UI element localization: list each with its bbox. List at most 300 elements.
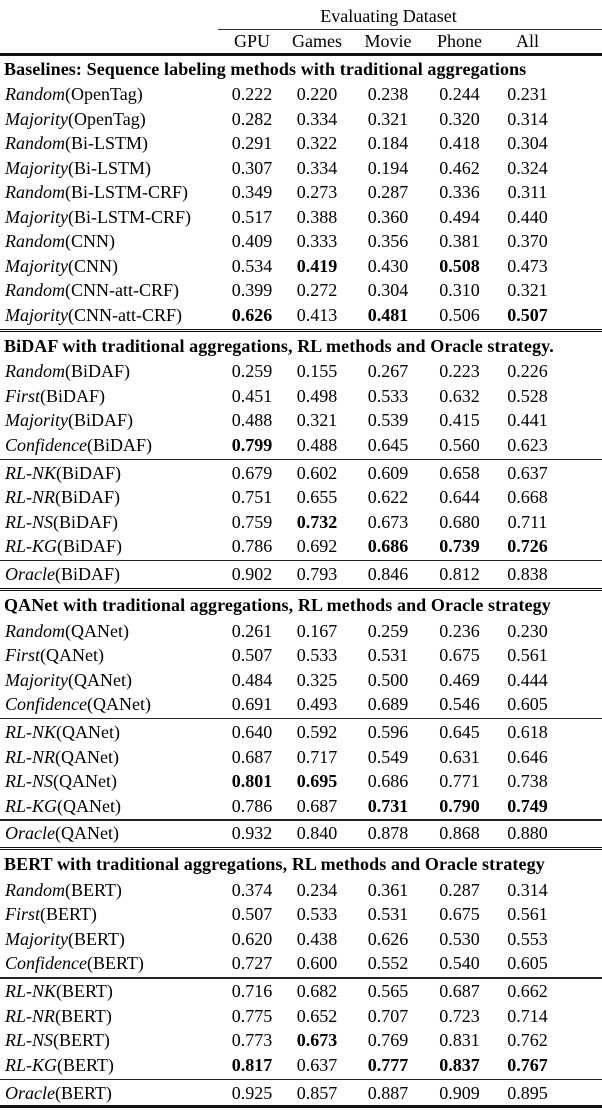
model-name: (OpenTag) [65, 84, 143, 105]
value-cell: 0.560 [439, 434, 480, 455]
value-cell: 0.727 [231, 953, 273, 974]
model-name: (QANet) [56, 722, 120, 742]
table-row [0, 132, 602, 157]
value-cell: 0.360 [367, 206, 409, 227]
strategy-name: Random [5, 620, 65, 641]
table-row [0, 230, 602, 255]
method-label [0, 1083, 222, 1104]
value-cell: 0.473 [507, 255, 548, 276]
table-row [0, 107, 602, 132]
value-cell: 0.220 [296, 84, 338, 105]
value-cell: 0.605 [507, 694, 548, 715]
value-cell: 0.692 [296, 536, 338, 557]
strategy-name: Random [5, 133, 65, 154]
model-name: (BERT) [86, 953, 144, 974]
table-row [0, 303, 602, 328]
value-cell: 0.769 [367, 1030, 409, 1051]
value-cell: 0.645 [367, 434, 409, 455]
strategy-name: Random [5, 280, 65, 301]
value-cell: 0.561 [507, 645, 548, 666]
value-cell: 0.645 [439, 722, 480, 742]
table-row [0, 433, 602, 458]
strategy-name: Majority [5, 108, 68, 129]
value-cell: 0.261 [231, 620, 273, 641]
value-cell: 0.226 [507, 361, 548, 382]
model-name: (QANet) [55, 746, 119, 767]
table-row [0, 1004, 602, 1029]
value-cell: 0.469 [439, 669, 480, 690]
table-row [0, 878, 602, 903]
value-cell: 0.602 [296, 462, 338, 483]
model-name: (QANet) [40, 645, 104, 666]
model-name: (BiDAF) [86, 434, 152, 455]
table-row [0, 794, 602, 819]
value-cell: 0.777 [367, 1054, 409, 1075]
value-cell: 0.488 [231, 410, 273, 431]
model-name: (Bi-LSTM-CRF) [68, 206, 192, 227]
group-separator-rule [0, 718, 602, 719]
value-cell: 0.646 [507, 746, 548, 767]
method-label [0, 463, 222, 484]
strategy-name: RL-NS [5, 1030, 54, 1051]
value-cell: 0.695 [296, 771, 338, 791]
value-cell: 0.540 [439, 953, 480, 974]
value-cell: 0.623 [507, 434, 548, 455]
value-cell: 0.592 [296, 722, 338, 742]
value-cell: 0.609 [367, 462, 409, 483]
strategy-name: Majority [5, 206, 68, 227]
value-cell: 0.381 [439, 231, 480, 252]
strategy-name: Confidence [5, 953, 87, 974]
method-label [0, 823, 222, 844]
value-cell: 0.321 [296, 410, 338, 431]
value-cell: 0.194 [367, 157, 409, 178]
group-separator-rule [0, 1079, 602, 1080]
value-cell: 0.507 [507, 304, 548, 325]
value-cell: 0.552 [367, 953, 409, 974]
section-title: Baselines: Sequence labeling methods with traditional aggregations [4, 58, 527, 79]
strategy-name: Random [5, 182, 65, 203]
strategy-name: Majority [5, 928, 68, 949]
value-cell: 0.749 [507, 795, 548, 816]
value-cell: 0.507 [231, 904, 273, 925]
bottom-rule [0, 1105, 602, 1107]
model-name: (BiDAF) [54, 564, 120, 585]
value-cell: 0.259 [231, 361, 273, 382]
value-cell: 0.640 [231, 722, 273, 742]
value-cell: 0.314 [507, 108, 548, 129]
method-label [0, 435, 222, 456]
value-cell: 0.799 [231, 434, 273, 455]
table-row [0, 745, 602, 770]
table-row [0, 769, 602, 794]
value-cell: 0.409 [231, 231, 273, 252]
value-cell: 0.801 [231, 771, 273, 791]
model-name: (QANet) [57, 795, 121, 816]
value-cell: 0.738 [507, 771, 548, 791]
value-cell: 0.234 [296, 879, 338, 900]
model-name: (Bi-LSTM) [68, 157, 151, 178]
value-cell: 0.307 [231, 157, 273, 178]
method-label [0, 953, 222, 974]
table-row [0, 980, 602, 1005]
value-cell: 0.311 [507, 182, 548, 203]
value-cell: 0.324 [507, 157, 548, 178]
strategy-name: Random [5, 879, 65, 900]
value-cell: 0.637 [507, 462, 548, 483]
value-cell: 0.533 [367, 385, 409, 406]
model-name: (BERT) [65, 879, 122, 900]
value-cell: 0.287 [367, 182, 409, 203]
value-cell: 0.817 [231, 1054, 273, 1075]
table-row [0, 360, 602, 385]
value-cell: 0.687 [231, 746, 273, 767]
value-cell: 0.786 [231, 536, 273, 557]
table-row [0, 181, 602, 206]
strategy-name: RL-NR [5, 1005, 56, 1026]
value-cell: 0.838 [507, 564, 548, 585]
value-cell: 0.790 [439, 795, 480, 816]
strategy-name: First [5, 904, 41, 925]
method-label [0, 386, 222, 407]
table-row [0, 720, 602, 745]
table-row [0, 1053, 602, 1078]
value-cell: 0.902 [231, 564, 273, 585]
method-label [0, 981, 222, 1002]
strategy-name: Oracle [5, 823, 55, 844]
method-label [0, 256, 222, 277]
strategy-name: RL-NR [5, 746, 56, 767]
value-cell: 0.759 [231, 511, 273, 532]
value-cell: 0.618 [507, 722, 548, 742]
strategy-name: Random [5, 84, 65, 105]
value-cell: 0.620 [231, 928, 273, 949]
value-cell: 0.714 [507, 1005, 548, 1026]
value-cell: 0.622 [367, 487, 409, 508]
strategy-name: Majority [5, 255, 68, 276]
method-label [0, 158, 222, 179]
value-cell: 0.418 [439, 133, 480, 154]
value-cell: 0.686 [367, 771, 409, 791]
value-cell: 0.314 [507, 879, 548, 900]
value-cell: 0.723 [439, 1005, 480, 1026]
value-cell: 0.868 [439, 823, 480, 844]
column-header-gpu: GPU [233, 31, 270, 52]
value-cell: 0.716 [231, 981, 273, 1002]
model-name: (CNN-att-CRF) [68, 304, 182, 325]
model-name: (BiDAF) [68, 410, 134, 431]
method-label [0, 410, 222, 431]
value-cell: 0.533 [296, 645, 338, 666]
value-cell: 0.687 [296, 795, 338, 816]
value-cell: 0.506 [439, 304, 480, 325]
strategy-name: RL-NK [5, 981, 57, 1002]
value-cell: 0.767 [507, 1054, 548, 1075]
method-label [0, 670, 222, 691]
model-name: (QANet) [54, 823, 119, 844]
value-cell: 0.440 [507, 206, 548, 227]
table-row [0, 692, 602, 717]
table-body [0, 56, 602, 1106]
method-label [0, 771, 222, 792]
model-name: (BERT) [56, 981, 113, 1002]
value-cell: 0.444 [507, 669, 548, 690]
value-cell: 0.531 [367, 904, 409, 925]
table-row [0, 822, 602, 847]
table-row [0, 156, 602, 181]
model-name: (QANet) [53, 771, 117, 791]
value-cell: 0.662 [507, 981, 548, 1002]
value-cell: 0.500 [367, 669, 409, 690]
table-row [0, 461, 602, 486]
section-title: BiDAF with traditional aggregations, RL methods and Oracle strategy. [4, 335, 554, 356]
table-row [0, 510, 602, 535]
value-cell: 0.812 [439, 564, 480, 585]
method-label [0, 621, 222, 642]
table-row [0, 409, 602, 434]
value-cell: 0.878 [367, 823, 409, 844]
strategy-name: Confidence [5, 434, 87, 455]
value-cell: 0.320 [439, 108, 480, 129]
value-cell: 0.679 [231, 462, 273, 483]
method-label [0, 722, 222, 743]
value-cell: 0.451 [231, 385, 273, 406]
model-name: (BERT) [53, 1030, 110, 1051]
value-cell: 0.374 [231, 879, 273, 900]
method-label [0, 487, 222, 508]
value-cell: 0.517 [231, 206, 273, 227]
model-name: (BiDAF) [56, 462, 122, 483]
value-cell: 0.675 [439, 645, 480, 666]
table-row [0, 205, 602, 230]
value-cell: 0.441 [507, 410, 548, 431]
value-cell: 0.600 [296, 953, 338, 974]
strategy-name: RL-NK [5, 462, 57, 483]
strategy-name: Majority [5, 157, 68, 178]
table-row [0, 254, 602, 279]
strategy-name: Random [5, 231, 65, 252]
model-name: (QANet) [68, 669, 132, 690]
value-cell: 0.484 [231, 669, 273, 690]
value-cell: 0.686 [367, 536, 409, 557]
strategy-name: RL-KG [5, 795, 58, 816]
value-cell: 0.549 [367, 746, 409, 767]
value-cell: 0.553 [507, 928, 548, 949]
model-name: (CNN) [68, 255, 118, 276]
value-cell: 0.361 [367, 879, 409, 900]
value-cell: 0.325 [296, 669, 338, 690]
method-label [0, 512, 222, 533]
value-cell: 0.626 [231, 304, 273, 325]
value-cell: 0.539 [367, 410, 409, 431]
model-name: (Bi-LSTM) [65, 133, 148, 154]
section-separator-rule [0, 588, 602, 591]
method-label [0, 796, 222, 817]
value-cell: 0.155 [296, 361, 338, 382]
model-name: (QANet) [65, 620, 129, 641]
section-title: BERT with traditional aggregations, RL methods and Oracle strategy [4, 854, 545, 875]
strategy-name: Oracle [5, 1082, 55, 1103]
value-cell: 0.356 [367, 231, 409, 252]
column-header-movie: Movie [364, 31, 412, 52]
method-label [0, 305, 222, 326]
section-title: QANet with traditional aggregations, RL methods and Oracle strategy [4, 594, 551, 615]
group-header-label: Evaluating Dataset [320, 6, 457, 26]
method-label [0, 564, 222, 585]
method-label [0, 280, 222, 301]
strategy-name: Random [5, 361, 65, 382]
group-separator-rule [0, 819, 602, 820]
column-header-games: Games [292, 31, 342, 52]
table-row [0, 619, 602, 644]
value-cell: 0.415 [439, 410, 480, 431]
value-cell: 0.840 [296, 823, 338, 844]
value-cell: 0.831 [439, 1030, 480, 1051]
value-cell: 0.887 [367, 1082, 409, 1103]
value-cell: 0.682 [296, 981, 338, 1002]
value-cell: 0.786 [231, 795, 273, 816]
value-cell: 0.349 [231, 182, 273, 203]
value-cell: 0.632 [439, 385, 480, 406]
value-cell: 0.238 [367, 84, 409, 105]
table-row [0, 643, 602, 668]
value-cell: 0.561 [507, 904, 548, 925]
value-cell: 0.287 [439, 879, 480, 900]
value-cell: 0.658 [439, 462, 480, 483]
value-cell: 0.334 [296, 157, 338, 178]
value-cell: 0.691 [231, 694, 273, 715]
value-cell: 0.793 [296, 564, 338, 585]
value-cell: 0.494 [439, 206, 480, 227]
model-name: (QANet) [86, 694, 151, 715]
value-cell: 0.726 [507, 536, 548, 557]
value-cell: 0.673 [367, 511, 409, 532]
method-label [0, 207, 222, 228]
value-cell: 0.675 [439, 904, 480, 925]
strategy-name: RL-KG [5, 536, 58, 557]
value-cell: 0.488 [296, 434, 338, 455]
value-cell: 0.773 [231, 1030, 273, 1051]
value-cell: 0.762 [507, 1030, 548, 1051]
value-cell: 0.231 [507, 84, 548, 105]
value-cell: 0.717 [296, 746, 338, 767]
value-cell: 0.631 [439, 746, 480, 767]
table-row [0, 927, 602, 952]
model-name: (BiDAF) [55, 487, 121, 508]
model-name: (CNN-att-CRF) [65, 280, 179, 301]
table-row [0, 485, 602, 510]
value-cell: 0.637 [296, 1054, 338, 1075]
method-label [0, 361, 222, 382]
method-label [0, 747, 222, 768]
strategy-name: RL-NS [5, 511, 54, 532]
method-label [0, 109, 222, 130]
method-label [0, 133, 222, 154]
value-cell: 0.507 [231, 645, 273, 666]
table-row [0, 668, 602, 693]
method-label [0, 645, 222, 666]
value-cell: 0.711 [507, 511, 548, 532]
group-separator-rule [0, 459, 602, 460]
value-cell: 0.336 [439, 182, 480, 203]
value-cell: 0.565 [367, 981, 409, 1002]
table-row [0, 1029, 602, 1054]
value-cell: 0.481 [367, 304, 409, 325]
model-name: (CNN) [65, 231, 115, 252]
model-name: (BiDAF) [40, 385, 106, 406]
strategy-name: First [5, 385, 41, 406]
method-label [0, 84, 222, 105]
value-cell: 0.399 [231, 280, 273, 301]
value-cell: 0.321 [367, 108, 409, 129]
value-cell: 0.771 [439, 771, 480, 791]
value-cell: 0.282 [231, 108, 273, 129]
value-cell: 0.644 [439, 487, 480, 508]
table-row [0, 952, 602, 977]
value-cell: 0.895 [507, 1082, 548, 1103]
method-label [0, 182, 222, 203]
value-cell: 0.370 [507, 231, 548, 252]
value-cell: 0.846 [367, 564, 409, 585]
value-cell: 0.689 [367, 694, 409, 715]
value-cell: 0.707 [367, 1005, 409, 1026]
strategy-name: Confidence [5, 694, 87, 715]
value-cell: 0.837 [439, 1054, 480, 1075]
value-cell: 0.668 [507, 487, 548, 508]
value-cell: 0.493 [296, 694, 338, 715]
value-cell: 0.531 [367, 645, 409, 666]
value-cell: 0.230 [507, 620, 548, 641]
column-header-row [0, 30, 602, 53]
value-cell: 0.259 [367, 620, 409, 641]
table-row [0, 903, 602, 928]
value-cell: 0.419 [296, 255, 338, 276]
strategy-name: RL-NR [5, 487, 56, 508]
value-cell: 0.244 [439, 84, 480, 105]
value-cell: 0.223 [439, 361, 480, 382]
section-separator-rule [0, 847, 602, 850]
table-row [0, 279, 602, 304]
value-cell: 0.687 [439, 981, 480, 1002]
value-cell: 0.655 [296, 487, 338, 508]
strategy-name: Oracle [5, 564, 55, 585]
value-cell: 0.498 [296, 385, 338, 406]
value-cell: 0.321 [507, 280, 548, 301]
value-cell: 0.680 [439, 511, 480, 532]
model-name: (BERT) [57, 1054, 114, 1075]
value-cell: 0.462 [439, 157, 480, 178]
model-name: (BERT) [68, 928, 125, 949]
table-row [0, 384, 602, 409]
value-cell: 0.528 [507, 385, 548, 406]
table-row [0, 534, 602, 559]
value-cell: 0.291 [231, 133, 273, 154]
strategy-name: RL-NS [5, 771, 54, 791]
value-cell: 0.333 [296, 231, 338, 252]
value-cell: 0.909 [439, 1082, 480, 1103]
value-cell: 0.596 [367, 722, 409, 742]
value-cell: 0.267 [367, 361, 409, 382]
section-separator-rule [0, 329, 602, 332]
value-cell: 0.236 [439, 620, 480, 641]
method-label [0, 231, 222, 252]
group-separator-rule [0, 560, 602, 561]
value-cell: 0.732 [296, 511, 338, 532]
value-cell: 0.932 [231, 823, 273, 844]
method-label [0, 1006, 222, 1027]
table-row [0, 562, 602, 587]
value-cell: 0.546 [439, 694, 480, 715]
